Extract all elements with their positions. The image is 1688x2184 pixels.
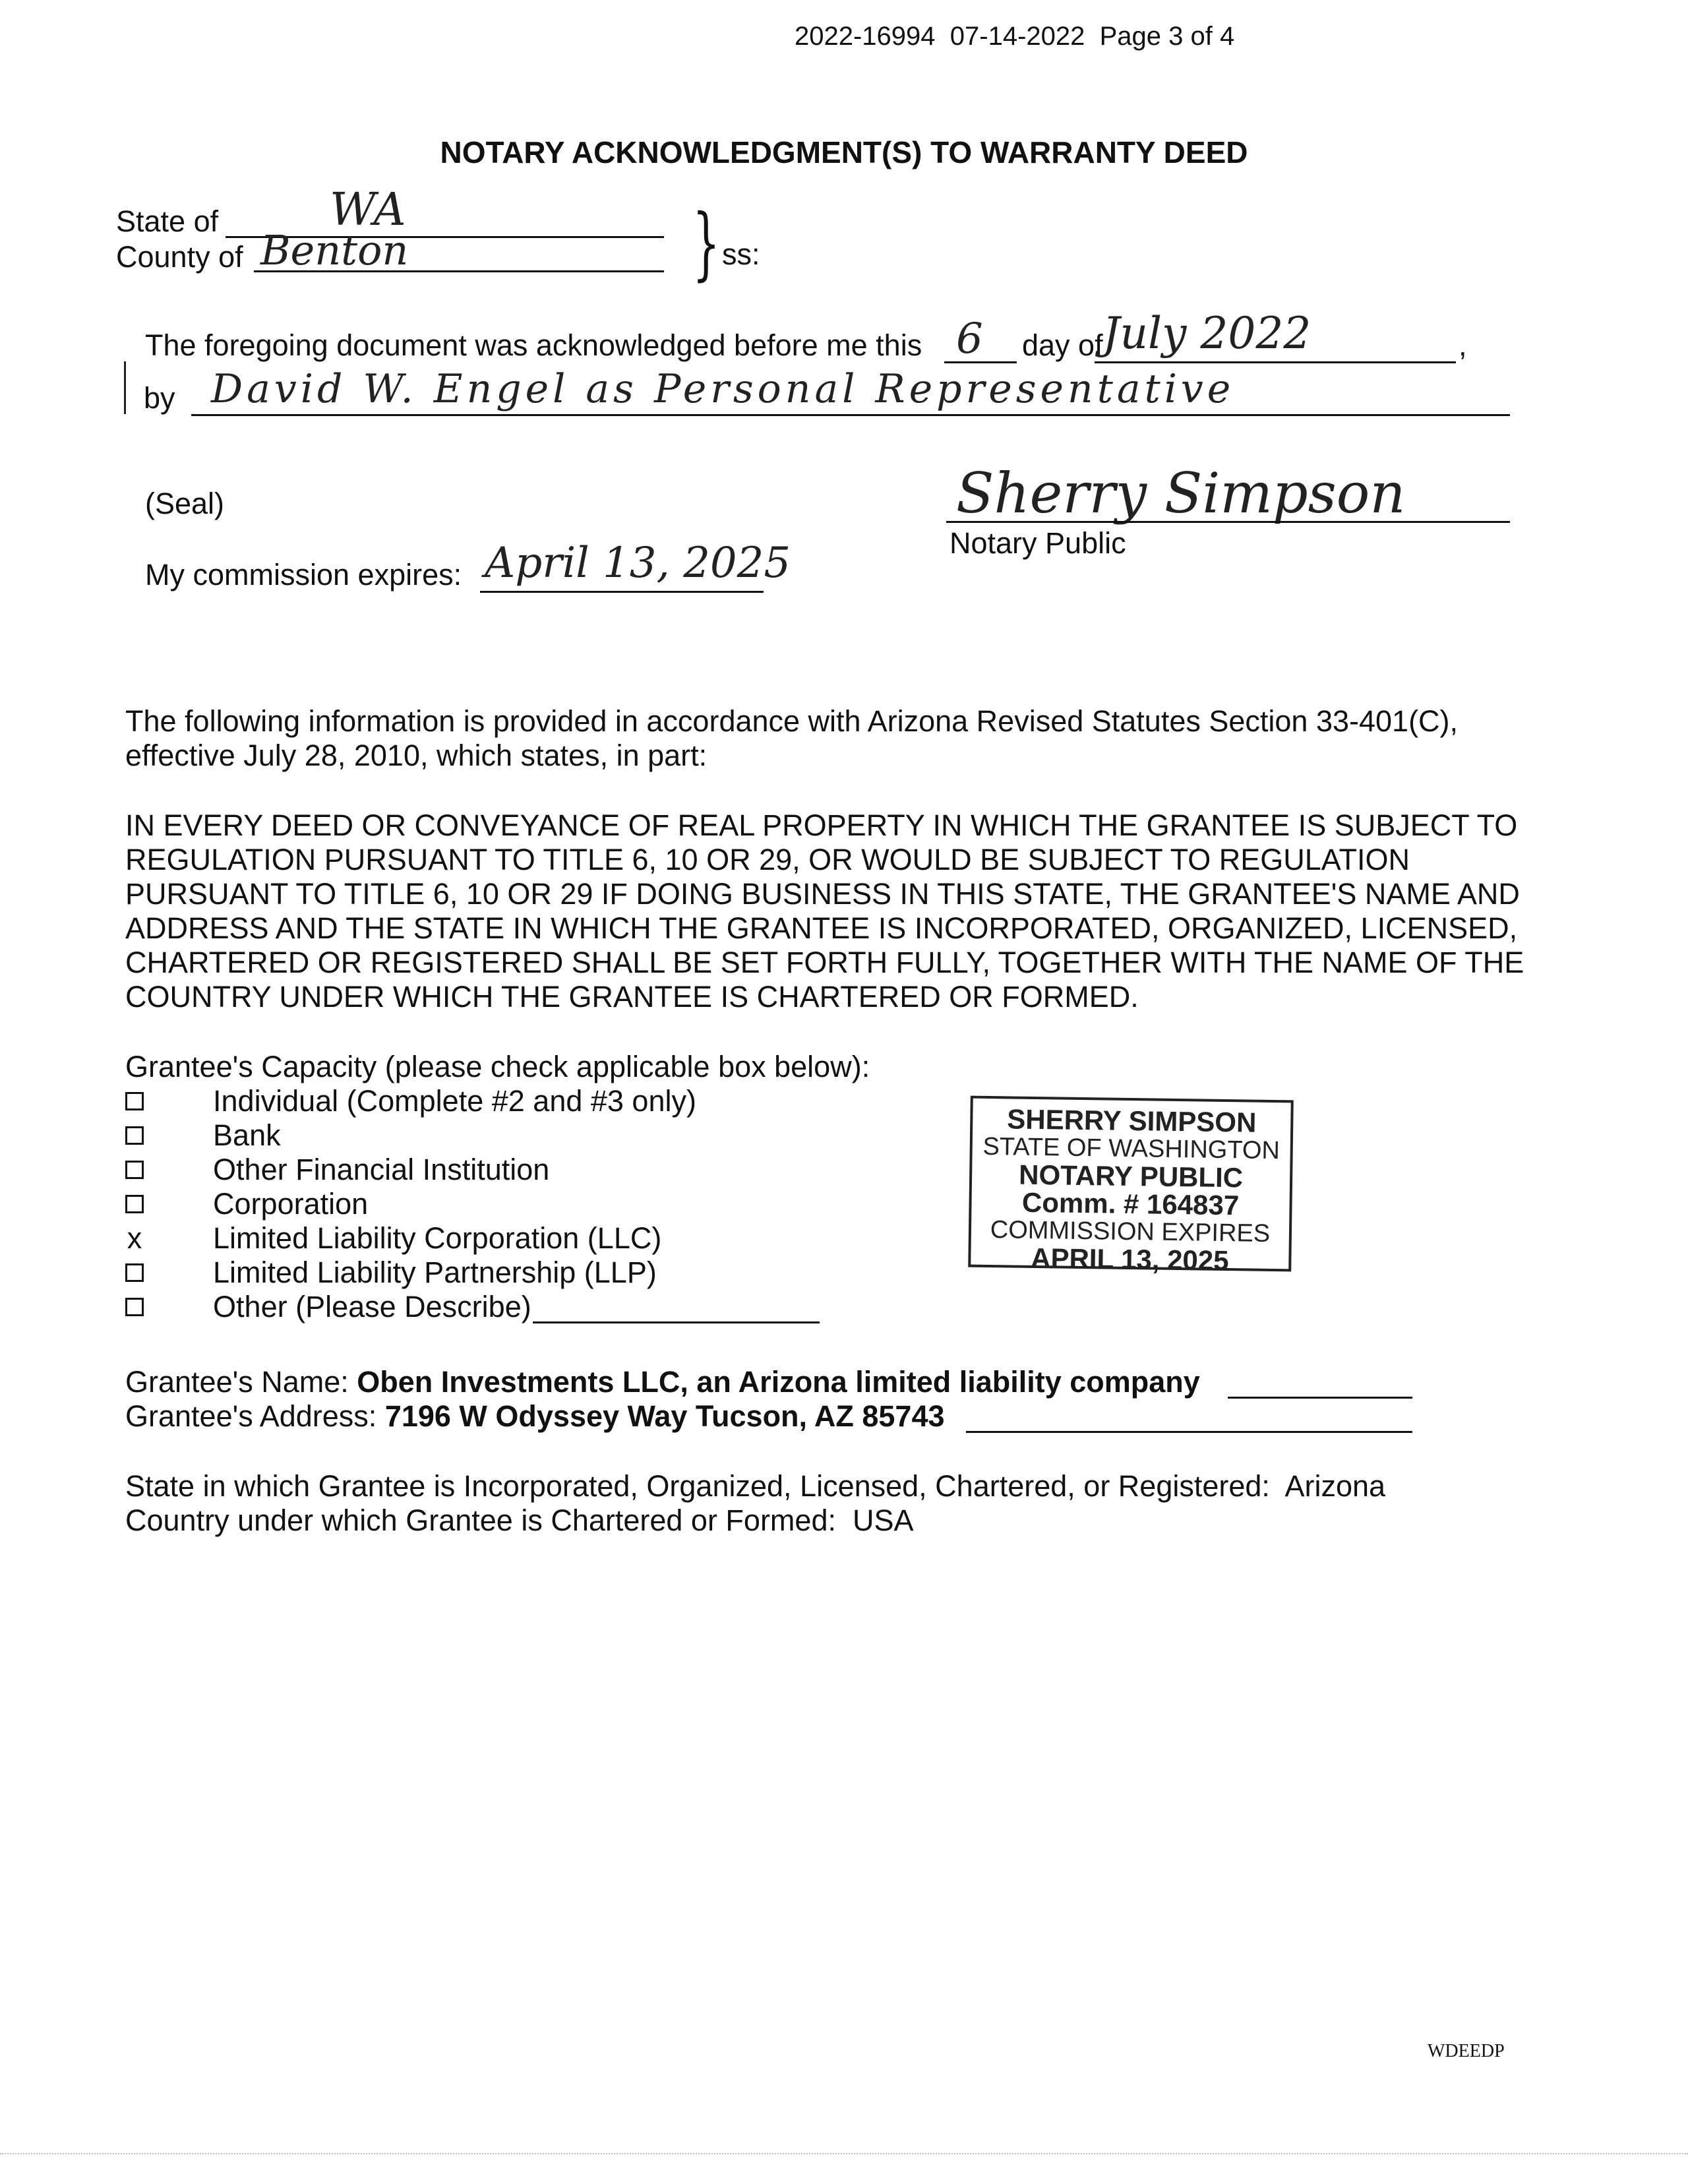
- stamp-state: STATE OF WASHINGTON: [982, 1132, 1281, 1165]
- acknowledgment-text: The foregoing document was acknowledged before me this: [145, 328, 922, 362]
- county-label: County of: [116, 240, 243, 274]
- grantee-address-label: Grantee's Address:: [125, 1399, 377, 1433]
- checkbox-icon[interactable]: [125, 1263, 144, 1282]
- capacity-option-label: Limited Liability Partnership (LLP): [213, 1256, 657, 1289]
- capacity-heading: Grantee's Capacity (please check applicable box below):: [125, 1050, 870, 1083]
- checkbox-icon[interactable]: [125, 1161, 144, 1179]
- checkbox-icon[interactable]: [125, 1195, 144, 1213]
- scan-edge-artifact: [0, 2153, 1688, 2154]
- checkbox-icon[interactable]: [125, 1298, 144, 1316]
- other-describe-line: [533, 1321, 820, 1323]
- checkbox-icon[interactable]: [125, 1092, 144, 1110]
- capacity-option-individual[interactable]: [125, 1084, 696, 1118]
- statute-text: IN EVERY DEED OR CONVEYANCE OF REAL PROPERTY IN WHICH THE GRANTEE IS SUBJECT TO REGULATION PURSUANT TO TITLE 6, 10 OR 29, OR WOULD BE SUBJECT TO REGULATION PURSUANT TO TITLE 6, 10 OR 29 IF DOING BUSINESS IN THIS STATE, THE GRANTEE'S NAME AND ADDRESS AND THE STATE IN WHICH THE GRANTEE IS INCORPORATED, ORGANIZED, LICENSED, CHARTERED OR REGISTERED SHALL BE SET FORTH FULLY, TOGETHER WITH THE NAME OF THE COUNTRY UNDER WHICH THE GRANTEE IS CHARTERED OR FORMED.: [125, 808, 1524, 1014]
- commission-value: April 13, 2025: [485, 539, 791, 588]
- grantee-name-label: Grantee's Name:: [125, 1365, 349, 1399]
- grantee-name-line: [1228, 1397, 1412, 1399]
- stamp-commission-number: Comm. # 164837: [1021, 1186, 1240, 1221]
- venue-brace: }: [692, 198, 720, 289]
- by-value: David W. Engel as Personal Representative: [211, 366, 1235, 412]
- comma-mark: ,: [1459, 328, 1467, 362]
- grantee-state-line: State in which Grantee is Incorporated, Organized, Licensed, Chartered, or Registered: Arizona: [125, 1469, 1386, 1503]
- capacity-option-label: Limited Liability Corporation (LLC): [213, 1221, 662, 1255]
- grantee-name-row: [125, 1365, 1200, 1399]
- commission-label: My commission expires:: [145, 558, 462, 592]
- document-reference: 2022-16994 07-14-2022 Page 3 of 4: [795, 22, 1235, 51]
- capacity-option-bank[interactable]: [125, 1118, 281, 1153]
- state-value: WA: [330, 184, 406, 236]
- stamp-name: SHERRY SIMPSON: [1006, 1103, 1257, 1138]
- capacity-option-corporation[interactable]: [125, 1187, 368, 1221]
- stamp-expires-date: APRIL 13, 2025: [1030, 1242, 1229, 1277]
- month-year-line: [1095, 361, 1456, 363]
- stamp-expires-label: COMMISSION EXPIRES: [990, 1216, 1271, 1248]
- state-label: State of: [116, 204, 219, 238]
- capacity-option-label: Individual (Complete #2 and #3 only): [213, 1084, 696, 1118]
- notary-public-label: Notary Public: [950, 526, 1126, 560]
- seal-label: (Seal): [145, 487, 225, 520]
- capacity-option-label: Bank: [213, 1118, 281, 1152]
- capacity-option-label: Other (Please Describe): [213, 1290, 531, 1323]
- capacity-option-llp[interactable]: [125, 1256, 657, 1290]
- grantee-address-line: [966, 1431, 1412, 1433]
- day-of-label: day of: [1022, 328, 1103, 362]
- capacity-option-label: Other Financial Institution: [213, 1153, 550, 1186]
- form-code: WDEEDP: [1428, 2041, 1505, 2061]
- capacity-check-mark[interactable]: x: [127, 1221, 142, 1255]
- day-value: 6: [956, 315, 983, 363]
- capacity-option-other[interactable]: [125, 1290, 531, 1324]
- month-year-value: July 2022: [1102, 308, 1311, 359]
- grantee-address-value: 7196 W Odyssey Way Tucson, AZ 85743: [384, 1399, 945, 1433]
- statute-intro: The following information is provided in accordance with Arizona Revised Statutes Section 33-401(C), effective July 28, 2010, which states, in part:: [125, 704, 1459, 772]
- commission-line: [480, 591, 764, 593]
- notary-stamp: [968, 1096, 1294, 1277]
- notary-signature-line: [946, 521, 1510, 523]
- left-margin-mark: [124, 361, 126, 414]
- grantee-name-value: Oben Investments LLC, an Arizona limited liability company: [357, 1365, 1200, 1399]
- ss-label: ss:: [722, 237, 760, 271]
- capacity-option-llc[interactable]: [125, 1221, 661, 1256]
- stamp-title: NOTARY PUBLIC: [1018, 1159, 1244, 1194]
- county-value: Benton: [260, 226, 409, 274]
- grantee-country-line: Country under which Grantee is Chartered or Formed: USA: [125, 1503, 914, 1537]
- by-label: by: [144, 381, 175, 415]
- by-line: [191, 414, 1510, 416]
- page-title: NOTARY ACKNOWLEDGMENT(S) TO WARRANTY DEED: [440, 135, 1248, 169]
- capacity-option-other-financial[interactable]: [125, 1153, 549, 1187]
- notary-signature: Sherry Simpson: [956, 461, 1406, 526]
- capacity-option-label: Corporation: [213, 1187, 369, 1221]
- checkbox-icon[interactable]: [125, 1126, 144, 1145]
- grantee-address-row: [125, 1399, 945, 1434]
